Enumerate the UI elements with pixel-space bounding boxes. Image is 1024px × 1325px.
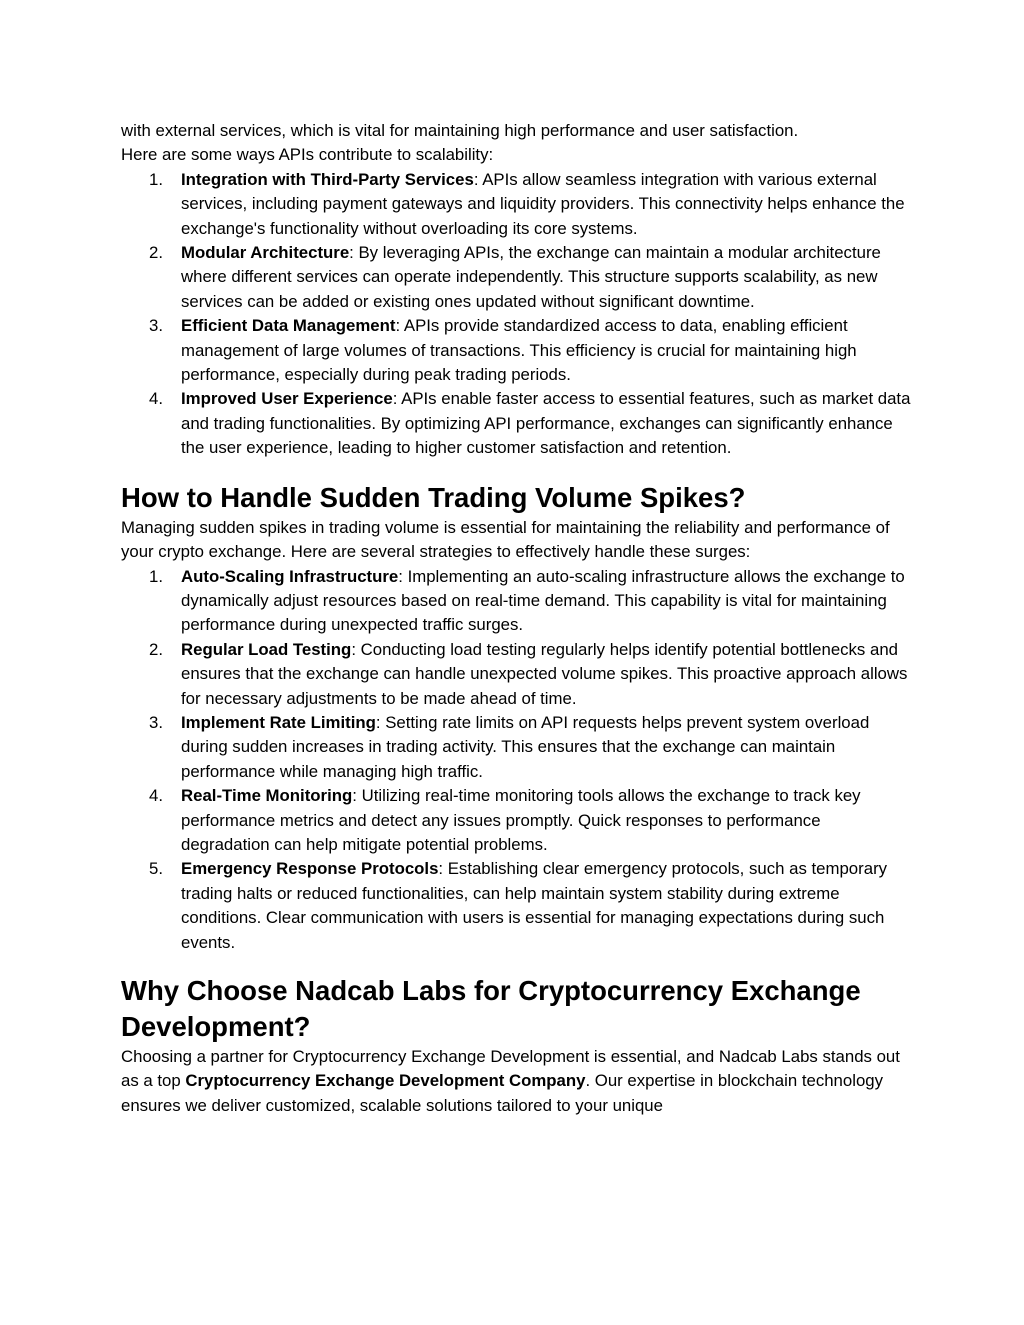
section-heading-volume-spikes: How to Handle Sudden Trading Volume Spikes? [121, 481, 746, 513]
spikes-strategy-list [121, 565, 911, 956]
list-item-title: Efficient Data Management [181, 316, 396, 336]
list-number: 3. [149, 712, 163, 732]
section-heading-why-nadcab: Why Choose Nadcab Labs for Cryptocurrency Exchange Development? [121, 975, 861, 1042]
list-item-text: : Utilizing real-time monitoring tools allows the exchange to track key performance metrics and detect any issues promptly. Quick responses to performance degradation can help mitigate potential problems. [181, 786, 861, 854]
section-intro-volume-spikes: Managing sudden spikes in trading volume is essential for maintaining the reliability and performance of your crypto exchange. Here are several strategies to effectively handle these surges: [121, 517, 890, 562]
intro-line-2: Here are some ways APIs contribute to scalability: [121, 145, 494, 165]
document-body [121, 119, 911, 1118]
list-item [121, 241, 911, 314]
list-item-title: Auto-Scaling Infrastructure [181, 566, 399, 586]
list-item-text: : APIs enable faster access to essential features, such as market data and trading functionalities. By optimizing API performance, exchanges can significantly enhance the user experience, leading to higher customer satisfaction and retention. [181, 389, 911, 458]
list-number: 2. [149, 243, 163, 263]
list-number: 1. [149, 566, 163, 586]
list-item-text: : Conducting load testing regularly helps identify potential bottlenecks and ensures that the exchange can handle unexpected volume spikes. This proactive approach allows for necessary adjustments to be made ahead of time. [181, 639, 908, 708]
why-bold-company: Cryptocurrency Exchange Development Company [185, 1071, 586, 1091]
list-item-text: : Setting rate limits on API requests helps prevent system overload during sudden increases in trading activity. This ensures that the exchange can maintain performance while managing high traffic. [181, 712, 870, 781]
list-number: 1. [149, 169, 163, 189]
list-item-text: : Implementing an auto-scaling infrastructure allows the exchange to dynamically adjust resources based on real-time demand. This capability is vital for maintaining performance during unexpected traffic surges. [181, 566, 905, 635]
list-item [121, 784, 911, 857]
why-text-before: Choosing a partner for Cryptocurrency Exchange Development is essential, and Nadcab Labs stands out as a top [121, 1047, 900, 1091]
list-item-text: : By leveraging APIs, the exchange can maintain a modular architecture where different services can operate independently. This structure supports scalability, as new services can be added or existing ones updated without significant downtime. [181, 243, 881, 311]
list-item [121, 638, 911, 711]
list-item-title: Real-Time Monitoring [181, 786, 353, 806]
list-item-title: Integration with Third-Party Services [181, 169, 474, 189]
list-item-text: : Establishing clear emergency protocols, such as temporary trading halts or reduced functionalities, can help maintain system stability during extreme conditions. Clear communication with users is essential for managing expectations during such events. [181, 859, 888, 952]
list-item-title: Emergency Response Protocols [181, 859, 439, 879]
section-paragraph-why-nadcab [121, 1045, 911, 1118]
list-number: 5. [149, 859, 163, 879]
list-number: 2. [149, 639, 163, 659]
list-item-title: Regular Load Testing [181, 639, 352, 659]
list-item [121, 711, 911, 784]
list-item-text: : APIs provide standardized access to data, enabling efficient management of large volumes of transactions. This efficiency is crucial for maintaining high performance, especially during peak trading periods. [181, 316, 857, 385]
list-item-title: Improved User Experience [181, 389, 393, 409]
list-item [121, 857, 911, 955]
list-number: 4. [149, 389, 163, 409]
list-item [121, 565, 911, 638]
scalability-list [121, 168, 911, 461]
list-item [121, 168, 911, 241]
why-text-after: . Our expertise in blockchain technology ensures we deliver customized, scalable solutions tailored to your unique [121, 1071, 884, 1115]
list-item-title: Implement Rate Limiting [181, 712, 376, 732]
list-number: 4. [149, 786, 163, 806]
list-item-title: Modular Architecture [181, 243, 350, 263]
intro-paragraph [121, 119, 911, 168]
intro-line-1: with external services, which is vital for maintaining high performance and user satisfaction. [121, 121, 799, 140]
list-item [121, 314, 911, 387]
list-number: 3. [149, 316, 163, 336]
list-item [121, 387, 911, 460]
list-item-text: : APIs allow seamless integration with various external services, including payment gateways and liquidity providers. This connectivity helps enhance the exchange's functionality without overloading its core systems. [181, 169, 905, 238]
